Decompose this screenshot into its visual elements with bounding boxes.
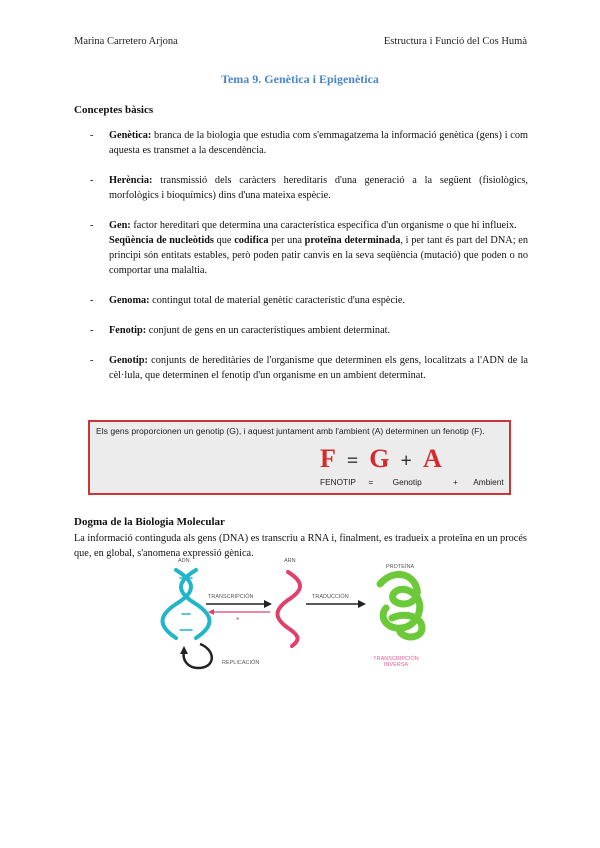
label-translation: TRADUCCIÓN	[312, 594, 349, 600]
definition-text: conjunt de gens en un característiques ambient determinat.	[146, 325, 391, 336]
term: Genètica:	[109, 130, 152, 141]
rna-strand-icon	[278, 572, 301, 646]
page-title: Tema 9. Genètica i Epigenètica	[221, 72, 379, 86]
label-transcription: TRANSCRIPCIÓN	[208, 594, 254, 600]
formula: F = G + A	[320, 444, 443, 473]
label-protein: PROTEÍNA	[386, 564, 415, 570]
header-course: Estructura i Funció del Cos Humà	[383, 36, 527, 47]
label-arn: ARN	[284, 558, 296, 564]
replication-arrow-icon	[184, 644, 212, 668]
definition-item: - Herència: transmissió dels caràcters hereditaris d'una generació a la següent (fisiològics, morfològics i bioquímics) dins d'una mateixa espècie.	[90, 175, 528, 201]
definition-text: contingut total de material genètic característic d'una espècie.	[149, 295, 406, 306]
definition-item: - Fenotip: conjunt de gens en un característiques ambient determinat.	[90, 325, 391, 336]
reverse-asterisk: *	[236, 616, 240, 625]
formula-a: A	[422, 444, 443, 473]
formula-g: G	[369, 444, 391, 473]
term: Fenotip:	[109, 325, 147, 336]
term: Genotip:	[109, 355, 148, 366]
section-heading-basics: Conceptes bàsics	[74, 104, 154, 116]
label-reverse-transcription: TRANSCRIPCIÓN INVERSA	[373, 656, 419, 668]
formula-legend: FENOTIP = Genotip + Ambient	[320, 477, 504, 487]
definition-text: transmissió dels caràcters hereditaris d'una generació a la següent (fisiològics, morfològics i bioquímics) dins d'una mateixa espècie.	[109, 175, 528, 201]
central-dogma-diagram	[160, 558, 480, 674]
definition-text: , i per tant és part del DNA; en principi són entitats estables, però poden patir canvis en la seva seqüència (mutació) que poden o no comportar una malaltia.	[109, 235, 529, 276]
definition-text: factor hereditari que determina una característica específica d'un organisme o que hi influeix.	[130, 220, 517, 231]
definition-list	[74, 128, 528, 398]
formula-box	[88, 420, 511, 495]
formula-caption: Els gens proporcionen un genotip (G), i aquest juntament amb l'ambient (A) determinen un fenotip (F).	[96, 426, 485, 436]
definition-item: - Genètica: branca de la biologia que estudia com s'emmagatzema la informació genètica (gens) i com aquesta es transmet a la descendència.	[90, 130, 528, 156]
label-adn: ADN	[178, 558, 190, 564]
term-sequence: Seqüència de nucleòtids	[109, 235, 214, 246]
definition-item: - Gen: factor hereditari que determina una característica específica d'un organisme o que hi influeix. Seqüència de nucleòtids que codifica per una proteïna determinada, i per tant és part del DNA; en principi són entitats estables, però poden patir canvis en la seva seqüència (mutació) que poden o no comportar una malaltia.	[90, 220, 529, 276]
definition-item: - Genotip: conjunts de hereditàries de l'organisme que determinen els gens, localitzats a l'ADN de la cèl·lula, que determinen el fenotip d'un organisme en un ambient determinat.	[90, 355, 528, 381]
dna-helix-icon	[163, 570, 210, 638]
header-author: Marina Carretero Arjona	[74, 36, 178, 47]
definition-item: - Genoma: contingut total de material genètic característic d'una espècie.	[90, 295, 406, 306]
dogma-illustration	[160, 558, 480, 674]
dogma-paragraph: La informació continguda als gens (DNA) es transcriu a RNA i, finalment, es tradueix a proteïna en un procés que, en global, s'anomena expressió gènica.	[74, 533, 527, 559]
term: Gen:	[109, 220, 131, 231]
definition-text: branca de la biologia que estudia com s'emmagatzema la informació genètica (gens) i com aquesta es transmet a la descendència.	[109, 130, 528, 156]
label-replication: REPLICACIÓN	[222, 660, 260, 666]
formula-f: F	[320, 444, 337, 473]
protein-icon	[380, 574, 422, 636]
definition-text: conjunts de hereditàries de l'organisme que determinen els gens, localitzats a l'ADN de la cèl·lula, que determinen el fenotip d'un organisme en un ambient determinat.	[109, 355, 528, 381]
term: Herència:	[109, 175, 153, 186]
term: Genoma:	[109, 295, 150, 306]
section-heading-dogma: Dogma de la Biologia Molecular	[74, 516, 225, 528]
